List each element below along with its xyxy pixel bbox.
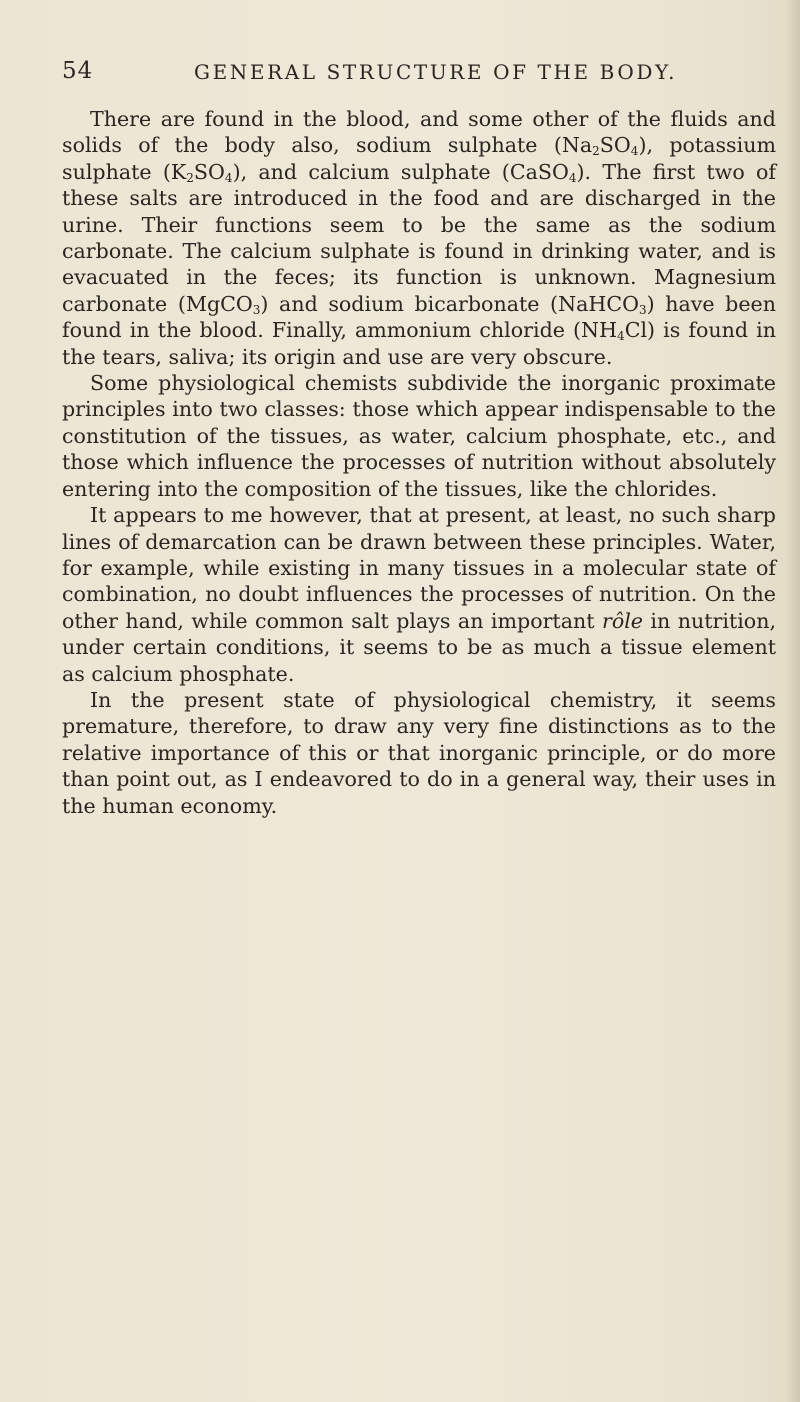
text-run: ), and calcium sulphate (CaSO bbox=[232, 159, 569, 184]
text-run: In the present state of physiological chemistry, it seems premature, therefore, to draw any very fine distinctions as to the relative importance of this or that inorganic principle, or do more than point out, as I endeavored to do in a general way, their uses in the human economy. bbox=[62, 687, 776, 818]
chemical-subscript: 2 bbox=[186, 170, 194, 185]
chemical-subscript: 4 bbox=[568, 170, 577, 185]
paragraph bbox=[62, 502, 776, 687]
paragraph bbox=[62, 687, 776, 819]
text-run: SO bbox=[599, 133, 631, 158]
paragraph bbox=[62, 370, 776, 502]
running-head bbox=[62, 58, 762, 92]
paragraph bbox=[62, 106, 776, 370]
text-run: ) and sodium bicarbonate (NaHCO bbox=[260, 291, 639, 316]
text-run: SO bbox=[193, 159, 225, 184]
chemical-subscript: 2 bbox=[592, 144, 600, 159]
chemical-subscript: 4 bbox=[224, 170, 233, 185]
body-text bbox=[62, 106, 776, 819]
text-run: Cl) is found in the tears, saliva; its origin and use are very obscure. bbox=[62, 318, 776, 369]
chemical-subscript: 4 bbox=[630, 144, 639, 159]
italic-term: rôle bbox=[601, 608, 643, 633]
chemical-subscript: 3 bbox=[252, 302, 261, 317]
text-run: ) have been found in the blood. Finally, ammonium chloride (NH bbox=[62, 291, 777, 343]
text-run: It appears to me however, that at present, at least, no such sharp lines of demarcation can be drawn between these principles. Water, for example, while existing in many tissues in a molecular state of combination, no doubt influences the processes of nutrition. On the other hand, while common salt plays an important bbox=[62, 503, 776, 633]
text-run: ), potassium sulphate (K bbox=[62, 133, 776, 184]
chemical-subscript: 3 bbox=[638, 302, 647, 317]
text-run: ). The first two of these salts are introduced in the food and are discharged in the urine. Their functions seem to be the same as the sodium carbonate. The calcium sulphate is found in drinking water, and is evacuated in the feces; its function is unknown. Magnesium carbonate (MgCO bbox=[62, 159, 776, 316]
text-run: in nutrition, under certain conditions, it seems to be as much a tissue element as calcium phosphate. bbox=[62, 608, 777, 686]
chemical-subscript: 4 bbox=[617, 329, 625, 344]
running-title: GENERAL STRUCTURE OF THE BODY. bbox=[194, 60, 678, 84]
page-edge-shadow bbox=[786, 0, 800, 1402]
text-run: Some physiological chemists subdivide the inorganic proximate principles into two classes: those which appear indispensable to the constitution of the tissues, as water, calcium phosphate, etc., and those which influence the processes of nutrition without absolutely entering into the composition of the tissues, like the chlorides. bbox=[62, 371, 776, 501]
text-run: There are found in the blood, and some other of the fluids and solids of the body also, sodium sulphate (Na bbox=[62, 107, 776, 158]
page-number: 54 bbox=[62, 58, 94, 84]
